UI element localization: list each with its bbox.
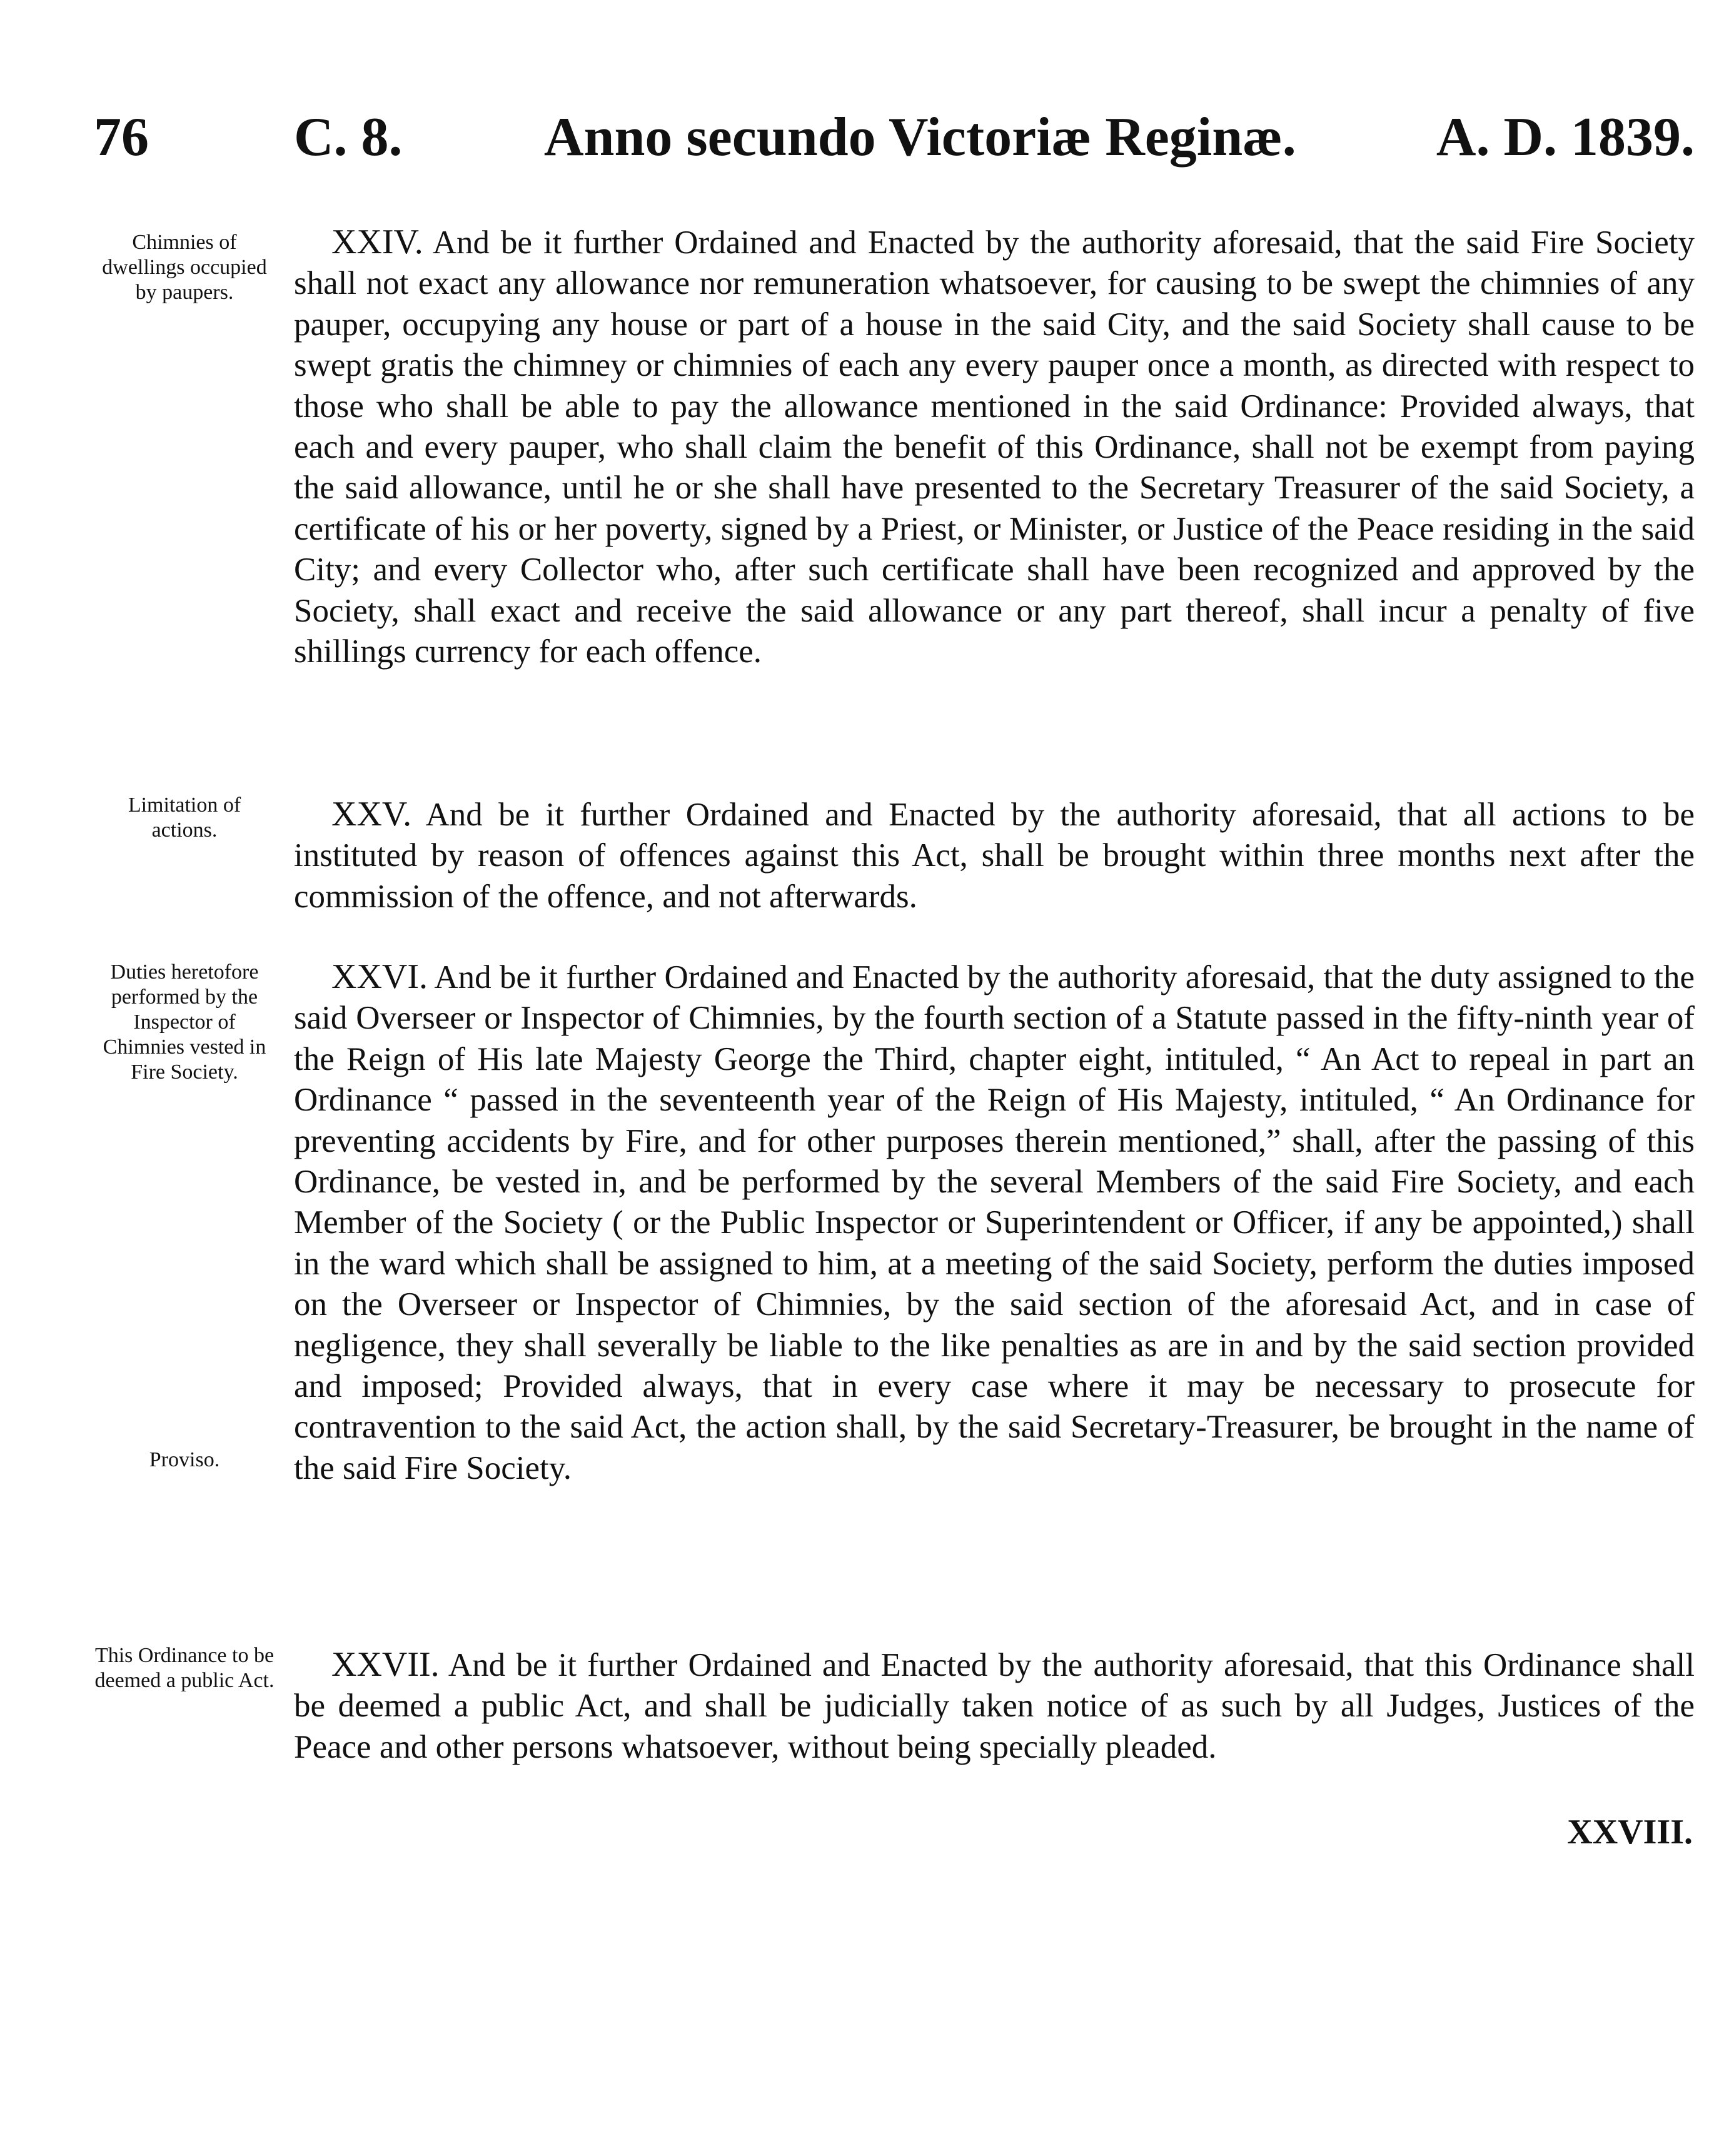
page-header (94, 100, 1695, 175)
sidenote-limitation: Limitation of actions. (128, 793, 241, 842)
running-title: Anno secundo Victoriæ Reginæ. (544, 107, 1296, 168)
section-body (294, 794, 1695, 917)
section-body (294, 957, 1695, 1489)
chapter-label: C. 8. (294, 107, 403, 168)
page-number: 76 (94, 107, 149, 168)
catchword: XXVIII. (1567, 1813, 1693, 1851)
section-body (294, 1645, 1695, 1768)
section-number: XXVII. (331, 1645, 440, 1684)
year-label: A. D. 1839. (1436, 107, 1695, 168)
sidenote-proviso: Proviso. (149, 1448, 220, 1471)
section-text: And be it further Ordained and Enacted by the authority aforesaid, that the duty assigned to the said Overseer or Inspector of Chimnies, by the fourth section of a Statute passed in the fifty-ninth year of the Reign of His late Majesty George the Third, chapter eight, intituled, “ An Act to repeal in part an Ordinance “ passed in the seventeenth year of the Reign of His Majesty, intituled, “ An Ordinance for preventing accidents by Fire, and for other purposes therein mentioned,” shall, after the passing of this Ordinance, be vested in, and be performed by the several Members of the said Fire Society, and each Member of the Society ( or the Public Inspector or Superintendent or Officer, if any be appointed,) shall in the ward which shall be assigned to him, at a meeting of the said Society, perform the duties imposed on the Overseer or Inspector of Chimnies, by the said section of the aforesaid Act, and in case of negligence, they shall severally be liable to the like penalties as are in and by the said section provided and imposed; Provided always, that in every case where it may be necessary to prosecute for contravention to the said Act, the action shall, by the said Secretary-Treasurer, be brought in the name of the said Fire Society. (294, 959, 1695, 1486)
sidenote-duties: Duties heretofore performed by the Inspector of Chimnies vested in Fire Society. (103, 960, 266, 1084)
section-text: And be it further Ordained and Enacted by the authority aforesaid, that this Ordinance shall be deemed a public Act, and shall be judicially taken notice of as such by all Judges, Justices of the Peace and other persons whatsoever, without being specially pleaded. (294, 1647, 1695, 1765)
section-number: XXV. (331, 795, 412, 834)
section-text: And be it further Ordained and Enacted by the authority aforesaid, that all actions to be instituted by reason of offences against this Act, shall be brought within three months next after the commission of the offence, and not afterwards. (294, 797, 1695, 915)
section-number: XXIV. (331, 223, 423, 261)
section-text: And be it further Ordained and Enacted by the authority aforesaid, that the said Fire Society shall not exact any allowance nor remuneration whatsoever, for causing to be swept the chimnies of any pauper, occupying any house or part of a house in the said City, and the said Society shall cause to be swept gratis the chimney or chimnies of each any every pauper once a month, as directed with respect to those who shall be able to pay the allowance mentioned in the said Ordinance: Provided always, that each and every pauper, who shall claim the benefit of this Ordinance, shall not be exempt from paying the said allowance, until he or she shall have presented to the Secretary Treasurer of the said Society, a certificate of his or her poverty, signed by a Priest, or Minister, or Justice of the Peace residing in the said City; and every Collector who, after such certificate shall have been recognized and approved by the Society, shall exact and receive the said allowance or any part thereof, shall incur a penalty of five shillings currency for each offence. (294, 224, 1695, 670)
sidenote-chimnies-paupers: Chimnies of dwellings occupied by paupers. (102, 231, 267, 304)
section-body (294, 222, 1695, 672)
section-number: XXVI. (331, 957, 428, 996)
sidenote-public-act: This Ordinance to be deemed a public Act. (94, 1644, 275, 1692)
